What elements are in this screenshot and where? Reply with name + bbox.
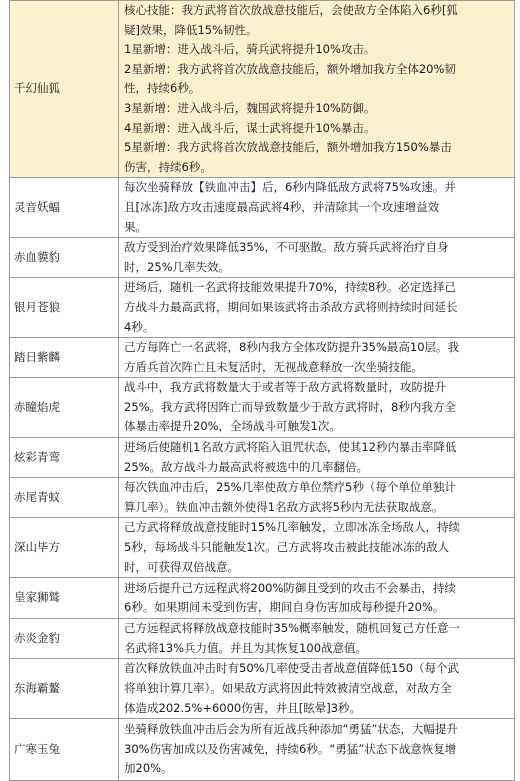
mount-name-cell: 踏日紫麟: [10, 338, 119, 378]
skill-description-cell: [119, 438, 515, 478]
description-line: 疑]效果，降低15%韧性。: [124, 22, 258, 37]
description-line: 时，25%几率失效。: [124, 259, 231, 274]
skill-description-cell: [119, 178, 515, 238]
description-line: 方战斗力最高武将，期间如果该武将击杀敌方武将则持续时间延长: [124, 299, 458, 314]
mount-name-cell: 皇家狮鹫: [10, 578, 119, 619]
description-line: 性，持续6秒。: [124, 81, 201, 96]
table-row: [10, 719, 515, 781]
description-line: 敌方受到治疗效果降低35%，不可驱散。敌方骑兵武将治疗自身: [124, 240, 449, 255]
description-line: 6秒。如果期间未受到伤害，期间自身伤害加成每秒提升20%。: [124, 600, 445, 615]
table-row: [10, 278, 515, 338]
table-row: [10, 238, 515, 278]
description-line: 每次坐骑释放【铁血冲击】后，6秒内降低敌方武将75%攻速。并: [124, 180, 456, 195]
description-line: 25%。我方武将因阵亡而导致数量少于敌方武将时，8秒内我方全: [124, 399, 456, 414]
description-line: 将单独计算几率）。如果敌方武将因此特效被清空战意，对敌方全: [124, 681, 452, 695]
description-line: 进场后提升己方远程武将200%防御且受到的攻击不会暴击，持续: [124, 580, 456, 595]
table-row: [10, 578, 515, 619]
mount-name-cell: 炫彩青鸾: [10, 438, 119, 478]
mount-name-cell: 赤瞳焰虎: [10, 378, 119, 438]
description-line: 果。: [124, 219, 147, 234]
skill-description-cell: [119, 1, 515, 178]
description-line: 30%伤害加成以及伤害减免，持续6秒。“勇猛”状态下战意恢复增: [124, 741, 457, 756]
mount-skill-table: [9, 0, 515, 781]
skill-description-cell: [119, 378, 515, 438]
description-line: 4秒。: [124, 319, 155, 334]
skill-description-cell: [119, 578, 515, 619]
mount-name-cell: 赤尾青蚊: [10, 478, 119, 518]
mount-name-cell: 银月苍狼: [10, 278, 119, 338]
skill-description-cell: [119, 338, 515, 378]
mount-skill-table-body: [10, 1, 515, 781]
description-line: 且[冰冻]敌方攻击速度最高武将4秒，并清除其一个攻速增益效: [124, 199, 440, 214]
skill-description-cell: [119, 659, 515, 719]
skill-description-cell: [119, 238, 515, 278]
description-line: 核心技能：我方武将首次放战意技能后，会使敌方全体陷入6秒[狐: [124, 3, 458, 17]
description-line: 进场后使随机1名敌方武将陷入诅咒状态，使其12秒内暴击率降低: [124, 440, 457, 455]
description-line: 5星新增：我方武将首次放战意技能后，额外增加我方150%暴击: [124, 140, 452, 155]
description-line: 坐骑释放铁血冲击后会为所有近战兵种添加“勇猛”状态，大幅提升: [124, 722, 458, 737]
description-line: 算几率）。铁血冲击额外使得1名敌方武将5秒内无法获取战意。: [124, 499, 444, 514]
description-line: 己方远程武将释放战意技能时35%概率触发，随机回复己方任意一: [124, 621, 461, 636]
description-line: 己方武将释放战意技能时15%几率触发，立即冰冻全场敌人，持续: [124, 520, 461, 535]
mount-name-cell: 广寒玉兔: [10, 719, 119, 781]
description-line: 25%。敌方战斗力最高武将被选中的几率翻倍。: [124, 459, 369, 474]
description-line: 时，可获得双倍战意。: [124, 559, 239, 574]
skill-description-cell: [119, 278, 515, 338]
description-line: 进场后，随机一名武将技能效果提升70%，持续8秒。必定选择己: [124, 280, 456, 295]
mount-name-cell: 赤血貘豹: [10, 238, 119, 278]
description-line: 己方每阵亡一名武将，8秒内我方全体攻防提升35%最高10层。我: [124, 340, 460, 355]
table-row: [10, 378, 515, 438]
description-line: 加20%。: [124, 761, 173, 776]
description-line: 每次铁血冲击后，25%几率使敌方单位禁疗5秒（每个单位单独计: [124, 480, 456, 495]
table-row: [10, 478, 515, 518]
table-row: [10, 338, 515, 378]
skill-description-cell: [119, 719, 515, 781]
skill-description-cell: [119, 478, 515, 518]
mount-name-cell: 深山毕方: [10, 518, 119, 578]
description-line: 体暴击率提升20%，全场战斗可触发1次。: [124, 419, 341, 434]
skill-description-cell: [119, 619, 515, 659]
description-line: 方盾兵首次阵亡且未复活时，无视战意释放一次坐骑技能。: [124, 359, 423, 374]
description-line: 4星新增：进入战斗后，谋士武将提升10%暴击。: [124, 120, 376, 135]
table-row: [10, 178, 515, 238]
mount-name-cell: 东海霸鳌: [10, 659, 119, 719]
mount-name-cell: 灵音妖蝠: [10, 178, 119, 238]
table-row: [10, 438, 515, 478]
description-line: 战斗中，我方武将数量大于或者等于敌方武将数量时，攻防提升: [124, 380, 446, 395]
skill-description-cell: [119, 518, 515, 578]
description-line: 5秒，每场战斗只能触发1次。己方武将攻击被此技能冰冻的敌人: [124, 540, 450, 555]
description-line: 名武将13%兵力值。并且为其恢复100战意值。: [124, 640, 368, 655]
description-line: 3星新增：进入战斗后，魏国武将提升10%防御。: [124, 100, 376, 115]
table-row: [10, 659, 515, 719]
mount-name-cell: 赤炎金豹: [10, 619, 119, 659]
description-line: 1星新增：进入战斗后，骑兵武将提升10%攻击。: [124, 42, 376, 57]
description-line: 首次释放铁血冲击时有50%几率使受击者战意值降低150（每个武: [124, 661, 460, 676]
description-line: 体造成202.5%+6000伤害，并且[眩晕]3秒。: [124, 700, 362, 715]
mount-name-cell: 千幻仙狐: [10, 1, 119, 178]
table-row: [10, 1, 515, 178]
table-row: [10, 619, 515, 659]
description-line: 伤害，持续6秒。: [124, 159, 212, 174]
description-line: 2星新增：我方武将首次放战意技能后，额外增加我方全体20%韧: [124, 61, 456, 76]
table-row: [10, 518, 515, 578]
